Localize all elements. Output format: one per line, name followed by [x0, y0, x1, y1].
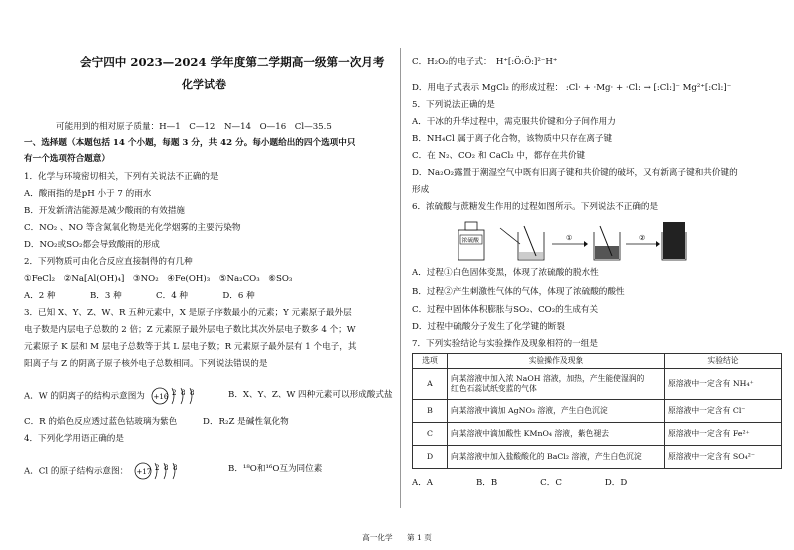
arrow-1-head [584, 241, 588, 247]
table-cell-option: D [413, 446, 448, 469]
q1-option-c: C．NO₂ 、NO 等含氮氧化物是光化学烟雾的主要污染物 [24, 223, 241, 233]
q5-option-d-line1: D．Na₂O₂露置于潮湿空气中既有旧离子键和共价键的破坏，又有新离子键和共价键的 [412, 168, 738, 178]
q5-option-a: A．干冰的升华过程中，需克服共价键和分子间作用力 [412, 117, 616, 127]
footer-page-number: 第 1 页 [406, 533, 432, 542]
q3-option-a [24, 385, 202, 407]
q3-option-a-text: A．W 的阴离子的结构示意图为 [24, 391, 145, 402]
table-cell-option: C [413, 423, 448, 446]
q3-stem-line3: 元素原子 K 层和 M 层电子总数等于其 L 层电子数；R 元素原子最外层有 1 个电子，其 [24, 342, 357, 352]
table-header-conclusion: 实验结论 [665, 354, 782, 369]
atomic-masses: 可能用到的相对原子质量：H—1 C—12 N—14 O—16 Cl—35.5 [56, 122, 332, 132]
page-title: 会宁四中 2023—2024 学年度第二学期高一级第一次月考 [80, 55, 385, 69]
q4-option-a [24, 460, 185, 482]
section1-line1: 一、选择题（本题包括 14 个小题，每题 3 分，共 42 分。每小题给出的四个选项中只 [24, 138, 356, 148]
sulfide-ion-structure-diagram [150, 385, 200, 407]
q5-option-d-line2: 形成 [412, 185, 430, 195]
table-header-row [413, 354, 782, 369]
q4-option-d [412, 83, 731, 94]
table-cell-conclusion: 原溶液中一定含有 SO₄²⁻ [665, 446, 782, 469]
svg-text:8: 8 [163, 464, 169, 472]
table-cell-operation: 向某溶液中加入盐酸酸化的 BaCl₂ 溶液，产生白色沉淀 [448, 446, 665, 469]
q7-stem: 7．下列实验结论与实验操作及现象相符的一组是 [412, 339, 598, 349]
q6-stem: 6．浓硫酸与蔗糖发生作用的过程如图所示。下列说法不正确的是 [412, 202, 659, 212]
step-1-label: ① [566, 234, 573, 242]
q1-option-a: A．酸雨指的是pH 小于 7 的雨水 [24, 189, 152, 199]
q2-stem: 2．下列物质可由化合反应直接制得的有几种 [24, 257, 193, 267]
q3-options-cd: C．R 的焰色反应透过蓝色钴玻璃为紫色 D．R₂Z 是碱性氧化物 [24, 417, 289, 427]
table-cell-operation: 向某溶液中滴加酸性 KMnO₄ 溶液，紫色褪去 [448, 423, 665, 446]
column-divider [400, 48, 401, 508]
table-cell-option: B [413, 400, 448, 423]
q6-option-c: C．过程中固体体积膨胀与SO₂、CO₂的生成有关 [412, 305, 599, 315]
bottle-body [458, 230, 484, 260]
q6-option-d: D．过程中硫酸分子发生了化学键的断裂 [412, 322, 565, 332]
beaker-3-expanded-carbon [663, 222, 685, 259]
q2-options: A．2 种 B．3 种 C．4 种 D．6 种 [24, 291, 255, 301]
sucrose-dehydration-diagram [458, 218, 688, 262]
section1-line2: 有一个选项符合题意） [24, 154, 110, 164]
beaker-1-contents [519, 252, 543, 259]
q5-option-b: B．NH₄Cl 属于离子化合物，该物质中只存在离子键 [412, 134, 613, 144]
arrow-2-head [656, 241, 660, 247]
svg-text:2: 2 [171, 389, 177, 397]
q5-option-c: C．在 N₂、CO₂ 和 CaCl₂ 中，都存在共价键 [412, 151, 586, 161]
q4-option-a-text: A．Cl 的原子结构示意图： [24, 466, 129, 477]
chlorine-atom-structure-diagram [133, 460, 183, 482]
beaker-2-contents [595, 246, 619, 259]
svg-text:+16: +16 [153, 393, 168, 401]
page-subtitle: 化学试卷 [182, 78, 226, 91]
q3-stem-line1: 3．已知 X、Y、Z、W、R 五种元素中，X 是原子序数最小的元素；Y 元素原子最外层 [24, 308, 352, 318]
q3-option-b: B．X、Y、Z、W 四种元素可以形成酸式盐 [228, 390, 393, 400]
table-cell-operation [448, 369, 665, 400]
table-row [413, 400, 782, 423]
svg-text:8: 8 [172, 464, 178, 472]
table-cell-conclusion: 原溶液中一定含有 Fe²⁺ [665, 423, 782, 446]
bottle-label: 浓硫酸 [461, 238, 479, 244]
q3-stem-line4: 阳离子与 Z 的阴离子原子核外电子总数相同。下列说法错误的是 [24, 359, 268, 369]
pour-stream [500, 228, 520, 244]
q1-stem: 1．化学与环境密切相关，下列有关说法不正确的是 [24, 172, 219, 182]
mgcl2-formation-formula: :Cl· + ·Mg· + ·Cl: → [:Cl:]⁻ Mg²⁺[:Cl:]⁻ [565, 83, 732, 93]
svg-text:8: 8 [189, 389, 195, 397]
table-cell-conclusion: 原溶液中一定含有 NH₄⁺ [665, 369, 782, 400]
table-cell-conclusion: 原溶液中一定含有 Cl⁻ [665, 400, 782, 423]
bottle-neck [465, 222, 477, 230]
footer-subject: 高一化学 [362, 533, 393, 542]
q4-stem: 4．下列化学用语正确的是 [24, 434, 124, 444]
page-footer [0, 532, 794, 543]
svg-text:8: 8 [180, 389, 186, 397]
table-cell-option: A [413, 369, 448, 400]
q7-experiment-table [412, 353, 782, 469]
table-row [413, 423, 782, 446]
table-row [413, 446, 782, 469]
table-header-option: 选项 [413, 354, 448, 369]
q1-option-d: D．NO₂或SO₂都会导致酸雨的形成 [24, 240, 160, 250]
step-2-label: ② [639, 234, 646, 242]
operation-line: 向某溶液中加入浓 NaOH 溶液，加热，产生能使湿润的 [451, 374, 645, 383]
glass-rod [524, 226, 536, 256]
q1-option-b: B．开发新清洁能源是减少酸雨的有效措施 [24, 206, 186, 216]
q3-stem-line2: 电子数是内层电子总数的 2 倍；Z 元素原子最外层电子数比其次外层电子数多 4 个；W [24, 325, 356, 335]
q6-option-b: B．过程②产生刺激性气体的气体，体现了浓硫酸的酸性 [412, 287, 625, 297]
q4-option-b: B．¹⁸O和¹⁶O互为同位素 [228, 464, 323, 474]
q5-stem: 5．下列说法正确的是 [412, 100, 495, 110]
q6-option-a: A．过程①白色固体变黑，体现了浓硫酸的脱水性 [412, 268, 599, 278]
q7-options: A．A B．B C．C D．D [412, 478, 628, 488]
q4-option-c: C．H₂O₂的电子式： H⁺[:Ö:Ö:]²⁻H⁺ [412, 57, 558, 67]
table-cell-operation: 向某溶液中滴加 AgNO₃ 溶液，产生白色沉淀 [448, 400, 665, 423]
q4-option-d-text: D．用电子式表示 MgCl₂ 的形成过程： [412, 83, 564, 93]
table-header-operation: 实验操作及现象 [448, 354, 665, 369]
q2-items: ①FeCl₂ ②Na[Al(OH)₄] ③NO₂ ④Fe(OH)₃ ⑤Na₂CO₃ ⑥SO₃ [24, 274, 293, 284]
operation-line: 红色石蕊试纸变蓝的气体 [451, 384, 537, 393]
svg-text:+17: +17 [136, 468, 152, 476]
svg-text:2: 2 [154, 464, 160, 472]
table-row [413, 369, 782, 400]
